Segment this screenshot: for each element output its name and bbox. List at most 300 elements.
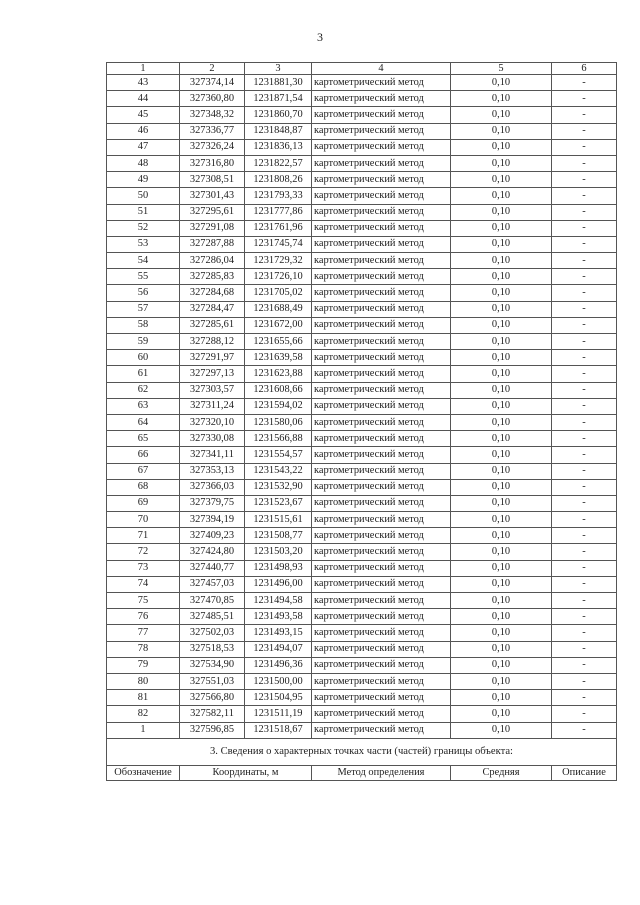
table-cell: 0,10 bbox=[451, 625, 552, 641]
table-row bbox=[107, 544, 617, 560]
table-cell: картометрический метод bbox=[312, 382, 451, 398]
table-cell: картометрический метод bbox=[312, 593, 451, 609]
table-cell: - bbox=[552, 625, 617, 641]
table-cell: 327424,80 bbox=[180, 544, 245, 560]
table-cell: 70 bbox=[107, 512, 180, 528]
table-cell: 0,10 bbox=[451, 431, 552, 447]
table-cell: 1231493,58 bbox=[245, 609, 312, 625]
table-cell: 1231688,49 bbox=[245, 301, 312, 317]
table-cell: 81 bbox=[107, 690, 180, 706]
table-cell: 1231672,00 bbox=[245, 317, 312, 333]
table-row bbox=[107, 155, 617, 171]
table-cell: 0,10 bbox=[451, 382, 552, 398]
table-cell: 64 bbox=[107, 414, 180, 430]
table-row bbox=[107, 334, 617, 350]
table-row bbox=[107, 382, 617, 398]
table-cell: 0,10 bbox=[451, 495, 552, 511]
table-cell: 0,10 bbox=[451, 220, 552, 236]
table-cell: 63 bbox=[107, 398, 180, 414]
table-header-row bbox=[107, 63, 617, 75]
table-cell: - bbox=[552, 91, 617, 107]
table-row bbox=[107, 123, 617, 139]
table-cell: 0,10 bbox=[451, 722, 552, 738]
table-cell: 0,10 bbox=[451, 544, 552, 560]
table-cell: 0,10 bbox=[451, 576, 552, 592]
table-cell: 327297,13 bbox=[180, 366, 245, 382]
table-cell: картометрический метод bbox=[312, 236, 451, 252]
table-row bbox=[107, 317, 617, 333]
table-cell: 79 bbox=[107, 657, 180, 673]
table-cell: 327291,97 bbox=[180, 350, 245, 366]
table-cell: картометрический метод bbox=[312, 414, 451, 430]
table-cell: 66 bbox=[107, 447, 180, 463]
table-cell: - bbox=[552, 576, 617, 592]
table-cell: 0,10 bbox=[451, 301, 552, 317]
table-row bbox=[107, 350, 617, 366]
table-cell: 327534,90 bbox=[180, 657, 245, 673]
table-cell: картометрический метод bbox=[312, 576, 451, 592]
table-cell: картометрический метод bbox=[312, 706, 451, 722]
table-cell: 71 bbox=[107, 528, 180, 544]
table-cell: картометрический метод bbox=[312, 220, 451, 236]
table-row bbox=[107, 414, 617, 430]
table-row bbox=[107, 641, 617, 657]
table-row bbox=[107, 188, 617, 204]
table-row bbox=[107, 366, 617, 382]
table-cell: 67 bbox=[107, 463, 180, 479]
table-cell: картометрический метод bbox=[312, 188, 451, 204]
table-cell: 327320,10 bbox=[180, 414, 245, 430]
table-cell: 1231498,93 bbox=[245, 560, 312, 576]
table-cell: 1231729,32 bbox=[245, 253, 312, 269]
table-cell: - bbox=[552, 673, 617, 689]
table-cell: - bbox=[552, 301, 617, 317]
table-cell: 1231639,58 bbox=[245, 350, 312, 366]
table-cell: 56 bbox=[107, 285, 180, 301]
table-cell: 1231871,54 bbox=[245, 91, 312, 107]
table-cell: 1231777,86 bbox=[245, 204, 312, 220]
table-cell: 1231504,95 bbox=[245, 690, 312, 706]
table-cell: 327470,85 bbox=[180, 593, 245, 609]
table-row bbox=[107, 625, 617, 641]
table-cell: - bbox=[552, 253, 617, 269]
table-cell: 327374,14 bbox=[180, 75, 245, 91]
table-cell: 0,10 bbox=[451, 188, 552, 204]
table-cell: 0,10 bbox=[451, 447, 552, 463]
table-cell: 1231500,00 bbox=[245, 673, 312, 689]
table-cell: 47 bbox=[107, 139, 180, 155]
table-cell: 45 bbox=[107, 107, 180, 123]
table-cell: - bbox=[552, 285, 617, 301]
sub-header-cell: Обозначение bbox=[107, 765, 180, 780]
table-cell: картометрический метод bbox=[312, 91, 451, 107]
sub-header-row bbox=[107, 765, 617, 780]
table-cell: картометрический метод bbox=[312, 657, 451, 673]
table-row bbox=[107, 236, 617, 252]
table-cell: - bbox=[552, 495, 617, 511]
table-cell: картометрический метод bbox=[312, 544, 451, 560]
table-cell: 1231860,70 bbox=[245, 107, 312, 123]
table-cell: 1231508,77 bbox=[245, 528, 312, 544]
table-cell: 1231848,87 bbox=[245, 123, 312, 139]
table-row bbox=[107, 107, 617, 123]
header-cell: 1 bbox=[107, 63, 180, 75]
table-cell: 1231494,07 bbox=[245, 641, 312, 657]
table-cell: 327348,32 bbox=[180, 107, 245, 123]
table-cell: 72 bbox=[107, 544, 180, 560]
table-cell: 0,10 bbox=[451, 107, 552, 123]
table-cell: 0,10 bbox=[451, 75, 552, 91]
table-cell: 1231580,06 bbox=[245, 414, 312, 430]
table-cell: 1231793,33 bbox=[245, 188, 312, 204]
header-cell: 4 bbox=[312, 63, 451, 75]
table-row bbox=[107, 463, 617, 479]
table-cell: 327288,12 bbox=[180, 334, 245, 350]
table-row bbox=[107, 204, 617, 220]
table-row bbox=[107, 220, 617, 236]
table-cell: - bbox=[552, 657, 617, 673]
table-cell: 1231726,10 bbox=[245, 269, 312, 285]
table-cell: 0,10 bbox=[451, 673, 552, 689]
table-row bbox=[107, 593, 617, 609]
table-cell: картометрический метод bbox=[312, 463, 451, 479]
table-cell: 1231623,88 bbox=[245, 366, 312, 382]
table-cell: 327440,77 bbox=[180, 560, 245, 576]
table-row bbox=[107, 75, 617, 91]
table-cell: 0,10 bbox=[451, 350, 552, 366]
table-cell: 0,10 bbox=[451, 593, 552, 609]
table-cell: - bbox=[552, 139, 617, 155]
section-title: 3. Сведения о характерных точках части (частей) границы объекта: bbox=[107, 738, 617, 765]
table-cell: 327291,08 bbox=[180, 220, 245, 236]
table-row bbox=[107, 673, 617, 689]
table-cell: 1231808,26 bbox=[245, 172, 312, 188]
table-cell: картометрический метод bbox=[312, 75, 451, 91]
table-cell: 327551,03 bbox=[180, 673, 245, 689]
table-row bbox=[107, 576, 617, 592]
table-cell: 1231594,02 bbox=[245, 398, 312, 414]
table-cell: 1231503,20 bbox=[245, 544, 312, 560]
table-cell: 0,10 bbox=[451, 91, 552, 107]
table-cell: 327287,88 bbox=[180, 236, 245, 252]
table-cell: - bbox=[552, 350, 617, 366]
table-cell: 1231745,74 bbox=[245, 236, 312, 252]
table-cell: - bbox=[552, 317, 617, 333]
table-cell: 54 bbox=[107, 253, 180, 269]
table-row bbox=[107, 253, 617, 269]
table-cell: - bbox=[552, 236, 617, 252]
table-row bbox=[107, 495, 617, 511]
table-cell: картометрический метод bbox=[312, 495, 451, 511]
table-cell: 0,10 bbox=[451, 269, 552, 285]
table-cell: 327485,51 bbox=[180, 609, 245, 625]
table-cell: - bbox=[552, 366, 617, 382]
table-row bbox=[107, 301, 617, 317]
table-cell: - bbox=[552, 512, 617, 528]
table-row bbox=[107, 479, 617, 495]
table-cell: 0,10 bbox=[451, 236, 552, 252]
table-cell: - bbox=[552, 414, 617, 430]
table-cell: 0,10 bbox=[451, 690, 552, 706]
table-cell: 1231881,30 bbox=[245, 75, 312, 91]
table-cell: 0,10 bbox=[451, 512, 552, 528]
table-cell: - bbox=[552, 172, 617, 188]
table-cell: 1231655,66 bbox=[245, 334, 312, 350]
table-cell: 0,10 bbox=[451, 706, 552, 722]
table-cell: - bbox=[552, 544, 617, 560]
table-cell: 0,10 bbox=[451, 366, 552, 382]
table-cell: 0,10 bbox=[451, 204, 552, 220]
table-cell: 1231608,66 bbox=[245, 382, 312, 398]
table-cell: картометрический метод bbox=[312, 253, 451, 269]
table-cell: картометрический метод bbox=[312, 107, 451, 123]
table-cell: 327518,53 bbox=[180, 641, 245, 657]
table-row bbox=[107, 528, 617, 544]
section-title-row bbox=[107, 738, 617, 765]
table-cell: 1231523,67 bbox=[245, 495, 312, 511]
table-cell: картометрический метод bbox=[312, 301, 451, 317]
table-cell: картометрический метод bbox=[312, 625, 451, 641]
table-cell: - bbox=[552, 398, 617, 414]
table-cell: 51 bbox=[107, 204, 180, 220]
table-cell: картометрический метод bbox=[312, 398, 451, 414]
table-cell: 0,10 bbox=[451, 139, 552, 155]
table-cell: - bbox=[552, 609, 617, 625]
table-cell: 327295,61 bbox=[180, 204, 245, 220]
table-cell: 327316,80 bbox=[180, 155, 245, 171]
table-row bbox=[107, 285, 617, 301]
table-cell: 327284,47 bbox=[180, 301, 245, 317]
table-cell: 0,10 bbox=[451, 463, 552, 479]
table-cell: 1231494,58 bbox=[245, 593, 312, 609]
table-cell: 60 bbox=[107, 350, 180, 366]
table-cell: - bbox=[552, 528, 617, 544]
coordinates-table bbox=[106, 62, 617, 781]
table-cell: 1231822,57 bbox=[245, 155, 312, 171]
table-cell: 327308,51 bbox=[180, 172, 245, 188]
table-cell: картометрический метод bbox=[312, 690, 451, 706]
table-cell: картометрический метод bbox=[312, 334, 451, 350]
table-row bbox=[107, 690, 617, 706]
table-cell: - bbox=[552, 463, 617, 479]
table-cell: 57 bbox=[107, 301, 180, 317]
table-cell: - bbox=[552, 334, 617, 350]
table-cell: 43 bbox=[107, 75, 180, 91]
table-cell: 327301,43 bbox=[180, 188, 245, 204]
table-cell: 46 bbox=[107, 123, 180, 139]
table-cell: 327286,04 bbox=[180, 253, 245, 269]
table-cell: 0,10 bbox=[451, 609, 552, 625]
table-cell: картометрический метод bbox=[312, 479, 451, 495]
table-cell: - bbox=[552, 560, 617, 576]
table-row bbox=[107, 609, 617, 625]
table-cell: 0,10 bbox=[451, 398, 552, 414]
table-cell: 327311,24 bbox=[180, 398, 245, 414]
table-cell: 327502,03 bbox=[180, 625, 245, 641]
table-cell: - bbox=[552, 479, 617, 495]
table-cell: 327360,80 bbox=[180, 91, 245, 107]
table-cell: 59 bbox=[107, 334, 180, 350]
table-row bbox=[107, 706, 617, 722]
table-row bbox=[107, 139, 617, 155]
table-cell: 327303,57 bbox=[180, 382, 245, 398]
table-cell: 75 bbox=[107, 593, 180, 609]
table-cell: 0,10 bbox=[451, 172, 552, 188]
table-cell: 58 bbox=[107, 317, 180, 333]
table-cell: 1231496,36 bbox=[245, 657, 312, 673]
table-cell: 77 bbox=[107, 625, 180, 641]
table-cell: - bbox=[552, 107, 617, 123]
table-row bbox=[107, 560, 617, 576]
table-row bbox=[107, 91, 617, 107]
sub-header-cell: Средняя bbox=[451, 765, 552, 780]
table-cell: картометрический метод bbox=[312, 722, 451, 738]
table-cell: 52 bbox=[107, 220, 180, 236]
table-cell: 82 bbox=[107, 706, 180, 722]
table-cell: 68 bbox=[107, 479, 180, 495]
table-cell: - bbox=[552, 706, 617, 722]
table-cell: 327457,03 bbox=[180, 576, 245, 592]
table-cell: картометрический метод bbox=[312, 560, 451, 576]
table-cell: - bbox=[552, 75, 617, 91]
table-cell: - bbox=[552, 447, 617, 463]
table-cell: 327336,77 bbox=[180, 123, 245, 139]
table-cell: 1231532,90 bbox=[245, 479, 312, 495]
table-cell: 69 bbox=[107, 495, 180, 511]
table-cell: картометрический метод bbox=[312, 269, 451, 285]
table-cell: картометрический метод bbox=[312, 204, 451, 220]
table-cell: 1231836,13 bbox=[245, 139, 312, 155]
table-cell: - bbox=[552, 382, 617, 398]
table-cell: картометрический метод bbox=[312, 350, 451, 366]
table-cell: 76 bbox=[107, 609, 180, 625]
table-cell: картометрический метод bbox=[312, 609, 451, 625]
table-cell: 0,10 bbox=[451, 334, 552, 350]
table-cell: 44 bbox=[107, 91, 180, 107]
table-cell: 1231761,96 bbox=[245, 220, 312, 236]
header-cell: 5 bbox=[451, 63, 552, 75]
sub-header-cell: Координаты, м bbox=[180, 765, 312, 780]
table-cell: 73 bbox=[107, 560, 180, 576]
table-cell: - bbox=[552, 690, 617, 706]
table-cell: 0,10 bbox=[451, 479, 552, 495]
table-cell: 0,10 bbox=[451, 657, 552, 673]
table-cell: 1231705,02 bbox=[245, 285, 312, 301]
table-cell: - bbox=[552, 722, 617, 738]
table-cell: картометрический метод bbox=[312, 673, 451, 689]
table-row bbox=[107, 657, 617, 673]
table-cell: 61 bbox=[107, 366, 180, 382]
table-cell: 50 bbox=[107, 188, 180, 204]
table-cell: - bbox=[552, 188, 617, 204]
table-cell: 48 bbox=[107, 155, 180, 171]
table-cell: 327566,80 bbox=[180, 690, 245, 706]
table-cell: 80 bbox=[107, 673, 180, 689]
table-cell: 1231566,88 bbox=[245, 431, 312, 447]
table-cell: картометрический метод bbox=[312, 528, 451, 544]
table-cell: картометрический метод bbox=[312, 447, 451, 463]
table-cell: - bbox=[552, 204, 617, 220]
table-cell: картометрический метод bbox=[312, 641, 451, 657]
table-cell: - bbox=[552, 593, 617, 609]
table-cell: 0,10 bbox=[451, 414, 552, 430]
table-cell: 49 bbox=[107, 172, 180, 188]
table-cell: картометрический метод bbox=[312, 431, 451, 447]
table-cell: 327285,61 bbox=[180, 317, 245, 333]
table-cell: 78 bbox=[107, 641, 180, 657]
table-cell: картометрический метод bbox=[312, 123, 451, 139]
table-cell: - bbox=[552, 431, 617, 447]
table-row bbox=[107, 512, 617, 528]
table-cell: 1231515,61 bbox=[245, 512, 312, 528]
table-cell: картометрический метод bbox=[312, 139, 451, 155]
table-row bbox=[107, 722, 617, 738]
table-cell: 327330,08 bbox=[180, 431, 245, 447]
table-cell: 327394,19 bbox=[180, 512, 245, 528]
sub-header-cell: Описание bbox=[552, 765, 617, 780]
table-cell: - bbox=[552, 155, 617, 171]
page-number: 3 bbox=[317, 30, 323, 44]
table-cell: картометрический метод bbox=[312, 285, 451, 301]
table-cell: 0,10 bbox=[451, 123, 552, 139]
table-row bbox=[107, 431, 617, 447]
table-cell: 327326,24 bbox=[180, 139, 245, 155]
table-cell: 327596,85 bbox=[180, 722, 245, 738]
table-cell: 1231518,67 bbox=[245, 722, 312, 738]
table-cell: 65 bbox=[107, 431, 180, 447]
header-cell: 6 bbox=[552, 63, 617, 75]
table-cell: картометрический метод bbox=[312, 155, 451, 171]
table-cell: 327341,11 bbox=[180, 447, 245, 463]
table-cell: 1231554,57 bbox=[245, 447, 312, 463]
table-cell: 1 bbox=[107, 722, 180, 738]
table-cell: 327285,83 bbox=[180, 269, 245, 285]
table-cell: 327582,11 bbox=[180, 706, 245, 722]
table-cell: картометрический метод bbox=[312, 366, 451, 382]
table-cell: 62 bbox=[107, 382, 180, 398]
table-cell: картометрический метод bbox=[312, 172, 451, 188]
table-cell: 0,10 bbox=[451, 317, 552, 333]
header-cell: 3 bbox=[245, 63, 312, 75]
table-cell: 1231543,22 bbox=[245, 463, 312, 479]
table-row bbox=[107, 447, 617, 463]
table-cell: картометрический метод bbox=[312, 317, 451, 333]
table-cell: 0,10 bbox=[451, 560, 552, 576]
table-cell: 0,10 bbox=[451, 641, 552, 657]
table-cell: 55 bbox=[107, 269, 180, 285]
table-cell: 0,10 bbox=[451, 155, 552, 171]
table-cell: 327379,75 bbox=[180, 495, 245, 511]
table-row bbox=[107, 398, 617, 414]
table-cell: 327366,03 bbox=[180, 479, 245, 495]
table-cell: 327353,13 bbox=[180, 463, 245, 479]
table-cell: 0,10 bbox=[451, 528, 552, 544]
table-cell: - bbox=[552, 641, 617, 657]
table-cell: картометрический метод bbox=[312, 512, 451, 528]
table-cell: 327409,23 bbox=[180, 528, 245, 544]
table-cell: 1231493,15 bbox=[245, 625, 312, 641]
table-row bbox=[107, 269, 617, 285]
table-cell: - bbox=[552, 123, 617, 139]
table-cell: 74 bbox=[107, 576, 180, 592]
table-cell: 1231511,19 bbox=[245, 706, 312, 722]
header-cell: 2 bbox=[180, 63, 245, 75]
table-cell: 327284,68 bbox=[180, 285, 245, 301]
table-cell: - bbox=[552, 220, 617, 236]
table-cell: 53 bbox=[107, 236, 180, 252]
sub-header-cell: Метод определения bbox=[312, 765, 451, 780]
table-row bbox=[107, 172, 617, 188]
